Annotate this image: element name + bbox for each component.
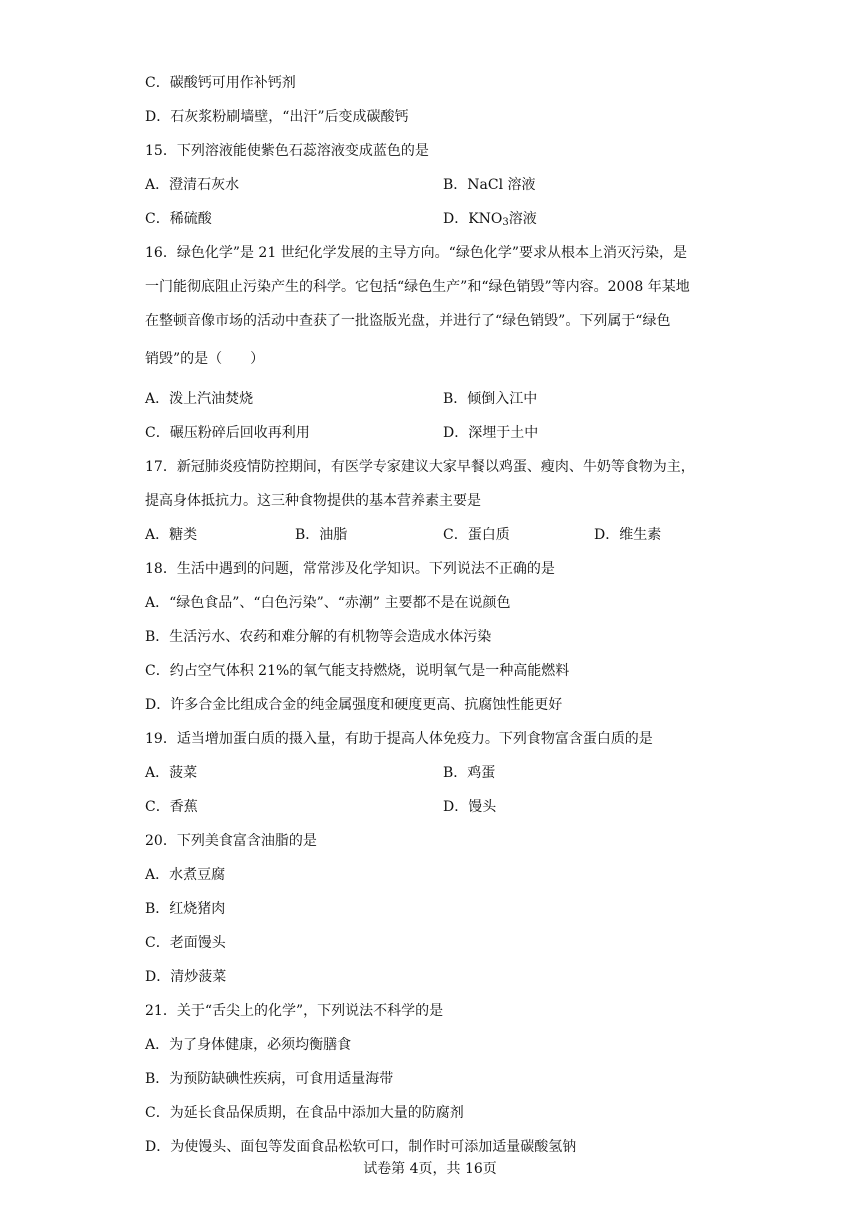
option-19c: C．香蕉 <box>145 799 198 815</box>
question-17-line2: 提高身体抵抗力。这三种食物提供的基本营养素主要是 <box>145 493 481 509</box>
question-15: 15．下列溶液能使紫色石蕊溶液变成蓝色的是 <box>145 143 429 159</box>
question-17-line1: 17．新冠肺炎疫情防控期间，有医学专家建议大家早餐以鸡蛋、瘦肉、牛奶等食物为主， <box>145 459 695 475</box>
question-16-line2: 一门能彻底阻止污染产生的科学。它包括“绿色生产”和“绿色销毁”等内容。2008 年某地 <box>145 279 690 295</box>
option-15b: B．NaCl 溶液 <box>443 177 536 193</box>
option-15a: A．澄清石灰水 <box>145 177 240 193</box>
option-19d: D．馒头 <box>443 799 497 815</box>
page-footer: 试卷第 4页，共 16页 <box>363 1161 497 1177</box>
option-18b: B．生活污水、农药和难分解的有机物等会造成水体污染 <box>145 629 492 645</box>
option-20d: D．清炒菠菜 <box>145 969 227 985</box>
option-21b: B．为预防缺碘性疾病，可食用适量海带 <box>145 1071 394 1087</box>
option-17d: D．维生素 <box>594 527 662 543</box>
option-21c: C．为延长食品保质期，在食品中添加大量的防腐剂 <box>145 1105 464 1121</box>
question-16-line3: 在整顿音像市场的活动中查获了一批盗版光盘，并进行了“绿色销毁”。下列属于“绿色 <box>145 313 671 329</box>
option-19b: B．鸡蛋 <box>443 765 496 781</box>
option-15d-suffix: 溶液 <box>508 211 537 227</box>
question-16-line4: 销毁”的是（ ） <box>145 351 265 367</box>
option-16c: C．碾压粉碎后回收再利用 <box>145 425 310 441</box>
option-16a: A．泼上汽油焚烧 <box>145 391 254 407</box>
option-17b: B．油脂 <box>295 527 348 543</box>
option-20b: B．红烧猪肉 <box>145 901 226 917</box>
option-line: C．碳酸钙可用作补钙剂 <box>145 75 296 91</box>
option-19a: A．菠菜 <box>145 765 198 781</box>
option-17a: A．糖类 <box>145 527 198 543</box>
question-16-line1: 16．绿色化学”是 21 世纪化学发展的主导方向。“绿色化学”要求从根本上消灭污染，是 <box>145 245 687 261</box>
question-21: 21．关于“舌尖上的化学”，下列说法不科学的是 <box>145 1003 444 1019</box>
question-19: 19．适当增加蛋白质的摄入量，有助于提高人体免疫力。下列食物富含蛋白质的是 <box>145 731 653 747</box>
option-16d: D．深埋于土中 <box>443 425 539 441</box>
option-15d-subscript: 3 <box>502 217 509 228</box>
option-20c: C．老面馒头 <box>145 935 226 951</box>
option-18a: A．“绿色食品”、“白色污染”、“赤潮” 主要都不是在说颜色 <box>145 595 511 611</box>
option-20a: A．水煮豆腐 <box>145 867 226 883</box>
option-21a: A．为了身体健康，必须均衡膳食 <box>145 1037 352 1053</box>
option-15d-formula: D．KNO <box>443 211 503 227</box>
option-17c: C．蛋白质 <box>443 527 510 543</box>
option-16b: B．倾倒入江中 <box>443 391 538 407</box>
question-20: 20．下列美食富含油脂的是 <box>145 833 317 849</box>
option-15d <box>443 209 537 229</box>
option-18d: D．许多合金比组成合金的纯金属强度和硬度更高、抗腐蚀性能更好 <box>145 697 563 713</box>
option-15c: C．稀硫酸 <box>145 211 212 227</box>
option-18c: C．约占空气体积 21%的氧气能支持燃烧，说明氧气是一种高能燃料 <box>145 663 570 679</box>
option-21d: D．为使馒头、面包等发面食品松软可口，制作时可添加适量碳酸氢钠 <box>145 1139 577 1155</box>
option-line: D．石灰浆粉刷墙壁，“出汗”后变成碳酸钙 <box>145 109 409 125</box>
question-18: 18．生活中遇到的问题，常常涉及化学知识。下列说法不正确的是 <box>145 561 555 577</box>
